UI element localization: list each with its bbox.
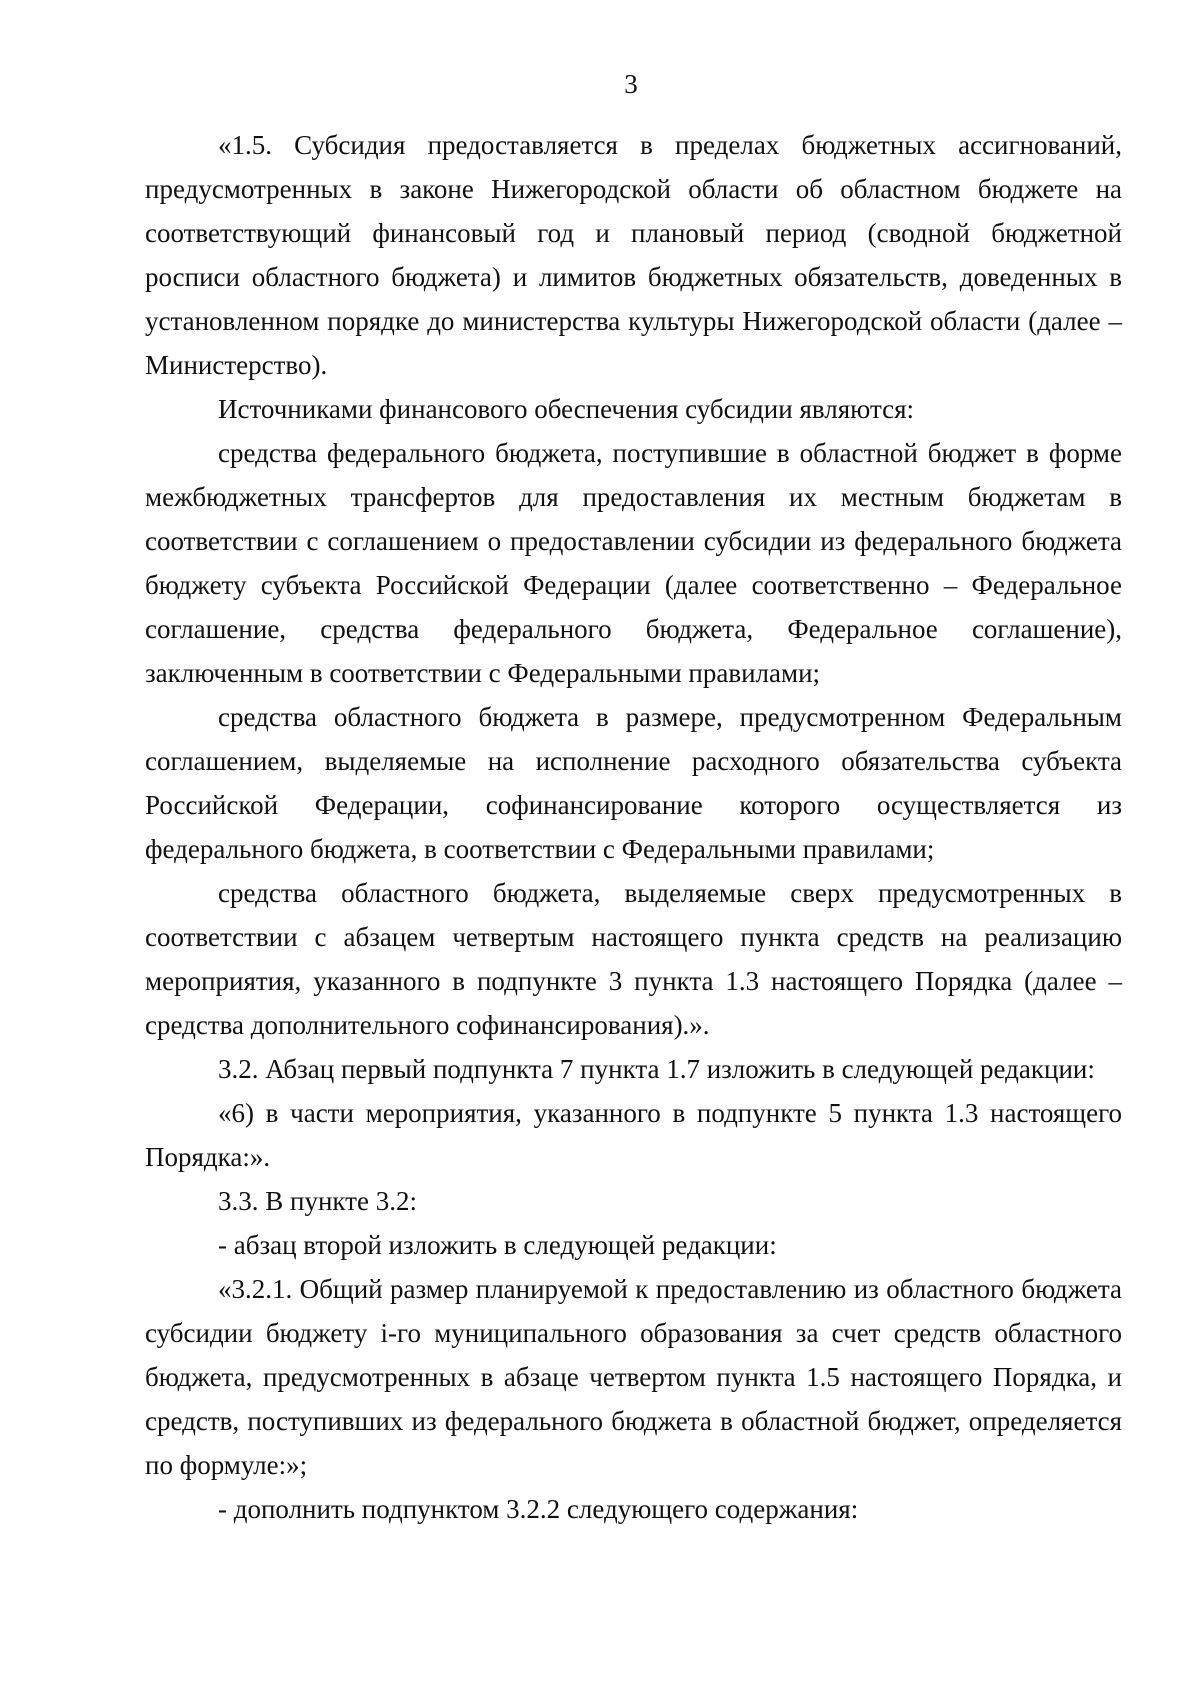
paragraph-regional-budget-cofinancing: средства областного бюджета в размере, предусмотренном Федеральным соглашением, выделяемые на исполнение расходного обязательства субъекта Российской Федерации, софинансирование которого осуществляется из федерального бюджета, в соответствии с Федеральными правилами;: [145, 702, 1122, 864]
paragraph-second-paragraph-edit: - абзац второй изложить в следующей редакции:: [218, 1230, 777, 1260]
paragraph-federal-budget-funds: средства федерального бюджета, поступившие в областной бюджет в форме межбюджетных трансфертов для предоставления их местным бюджетам в соответствии с соглашением о предоставлении субсидии из федерального бюджета бюджету субъекта Российской Федерации (далее соответственно – Федеральное соглашение, средства федерального бюджета, Федеральное соглашение), заключенным в соответствии с Федеральными правилами;: [145, 438, 1122, 688]
paragraph-funding-sources: Источниками финансового обеспечения субсидии являются:: [218, 394, 915, 424]
paragraph-3-2-1-formula: «3.2.1. Общий размер планируемой к предоставлению из областного бюджета субсидии бюджету i-го муниципального образования за счет средств областного бюджета, предусмотренных в абзаце четвертом пункта 1.5 настоящего Порядка, и средств, поступивших из федерального бюджета в областной бюджет, определяется по формуле:»;: [145, 1274, 1122, 1480]
page-number: 3: [624, 69, 638, 99]
paragraph-add-3-2-2: - дополнить подпунктом 3.2.2 следующего содержания:: [218, 1494, 859, 1524]
paragraph-item-6: «6) в части мероприятия, указанного в подпункте 5 пункта 1.3 настоящего Порядка:».: [145, 1098, 1122, 1172]
paragraph-3-3-heading: 3.3. В пункте 3.2:: [218, 1186, 417, 1216]
document-body: [145, 123, 1122, 1531]
paragraph-additional-cofinancing: средства областного бюджета, выделяемые сверх предусмотренных в соответствии с абзацем четвертым настоящего пункта средств на реализацию мероприятия, указанного в подпункте 3 пункта 1.3 настоящего Порядка (далее – средства дополнительного софинансирования).».: [145, 878, 1122, 1040]
paragraph-3-2-amendment: 3.2. Абзац первый подпункта 7 пункта 1.7 изложить в следующей редакции:: [218, 1054, 1095, 1084]
paragraph-1-5-subsidy-limits: «1.5. Субсидия предоставляется в пределах бюджетных ассигнований, предусмотренных в законе Нижегородской области об областном бюджете на соответствующий финансовый год и плановый период (сводной бюджетной росписи областного бюджета) и лимитов бюджетных обязательств, доведенных в установленном порядке до министерства культуры Нижегородской области (далее – Министерство).: [145, 130, 1122, 380]
